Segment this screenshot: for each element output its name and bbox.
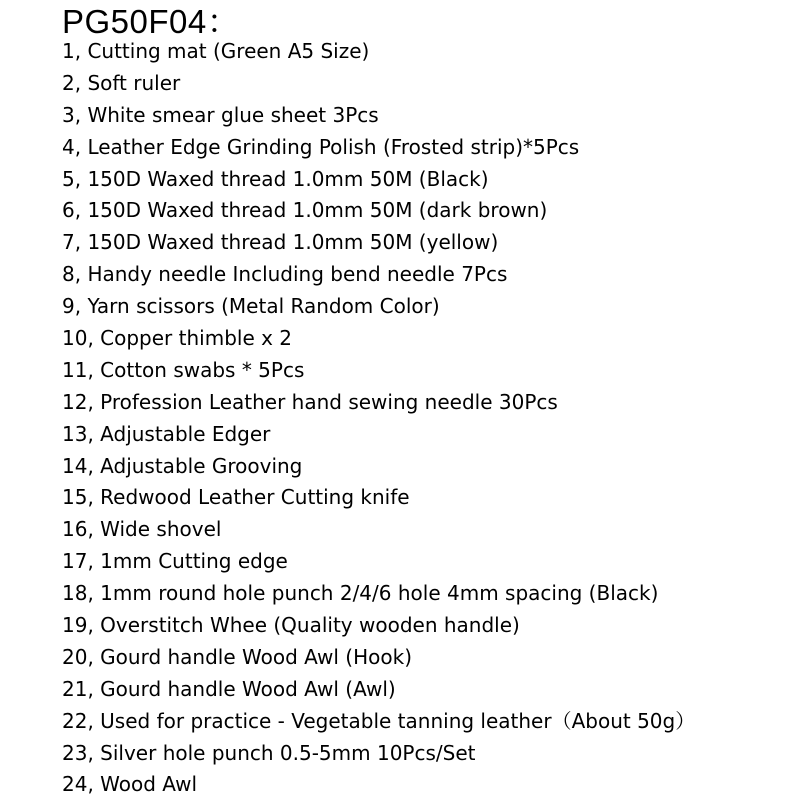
list-item: 23, Silver hole punch 0.5-5mm 10Pcs/Set [62,740,476,765]
list-item: 22, Used for practice - Vegetable tanning leather（About 50g） [62,708,696,733]
list-item: 1, Cutting mat (Green A5 Size) [62,39,370,63]
list-item: 11, Cotton swabs * 5Pcs [62,357,305,382]
list-item: 12, Profession Leather hand sewing needle 30Pcs [62,389,558,414]
list-item: 16, Wide shovel [62,517,222,542]
list-item: 21, Gourd handle Wood Awl (Awl) [62,676,396,701]
list-item: 4, Leather Edge Grinding Polish (Frosted strip)*5Pcs [62,134,580,159]
list-item: 8, Handy needle Including bend needle 7Pcs [62,262,508,287]
list-item: 5, 150D Waxed thread 1.0mm 50M (Black) [62,166,489,191]
list-item: 2, Soft ruler [62,70,181,95]
list-item: 10, Copper thimble x 2 [62,326,293,351]
list-item: 18, 1mm round hole punch 2/4/6 hole 4mm spacing (Black) [62,581,659,606]
list-item: 15, Redwood Leather Cutting knife [62,485,410,510]
list-item: 17, 1mm Cutting edge [62,549,288,574]
list-item: 3, White smear glue sheet 3Pcs [62,102,379,127]
list-item: 24, Wood Awl [62,772,198,797]
list-item: 9, Yarn scissors (Metal Random Color) [62,294,440,319]
list-item: 19, Overstitch Whee (Quality wooden handle) [62,613,520,638]
list-item: 20, Gourd handle Wood Awl (Hook) [62,644,412,669]
page-title: PG50F04： [62,3,241,40]
list-item: 14, Adjustable Grooving [62,453,303,478]
list-item: 13, Adjustable Edger [62,421,271,446]
list-item: 6, 150D Waxed thread 1.0mm 50M (dark brown) [62,198,548,223]
list-item: 7, 150D Waxed thread 1.0mm 50M (yellow) [62,230,499,255]
item-list [62,36,695,801]
